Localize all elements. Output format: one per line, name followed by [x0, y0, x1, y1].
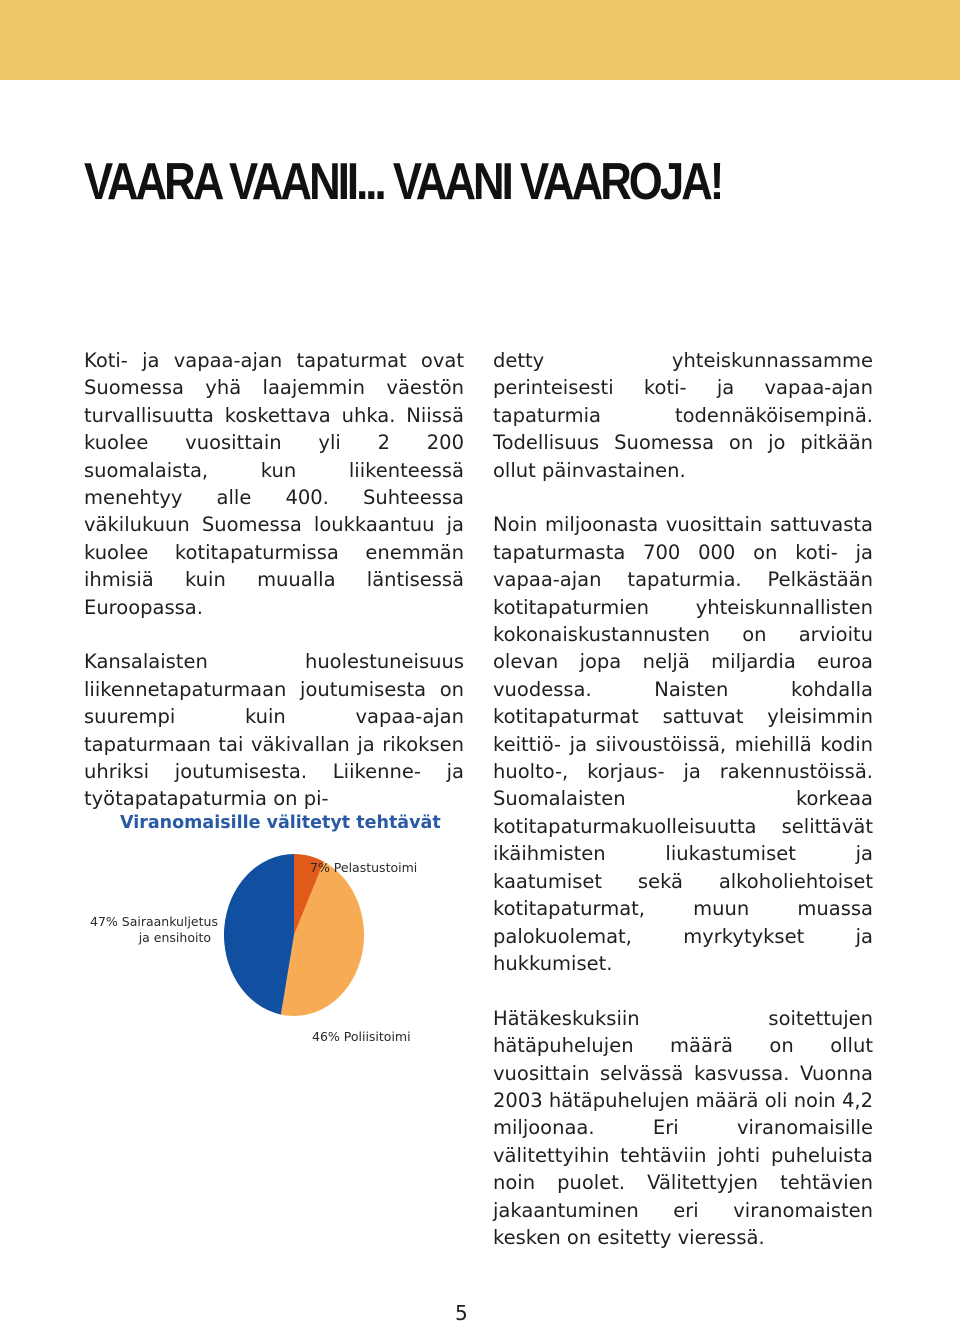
right-text-column — [493, 347, 873, 1279]
pie-chart — [224, 852, 364, 1022]
paragraph: Kansalaisten huolestuneisuus liikennetapaturmaan joutumisesta on suurempi kuin vapaa-ajan tapaturmaan tai väkivallan ja rikoksen uhriksi joutumisesta. Liikenne- ja työtapatapaturmia on pi- — [84, 650, 464, 811]
slice-label-line: 47% Sairaankuljetus — [90, 914, 218, 929]
paragraph: Hätäkeskuksiin soitettujen hätäpuhelujen määrä on ollut vuosittain selvässä kasvussa. Vuonna 2003 hätäpuhelujen määrä oli noin 4,2 miljoonaa. Eri viranomaisille välitettyihin tehtäviin johti puheluista noin puolet. Välitettyjen tehtävien jakaantuminen eri viranomaisten kesken on esitetty vieressä. — [493, 1006, 873, 1249]
page-number: 5 — [455, 1301, 468, 1325]
paragraph: Noin miljoonasta vuosittain sattuvasta tapaturmasta 700 000 on koti- ja vapaa-ajan tapaturmia. Pelkästään kotitapaturmien yhteiskunnallisten kokonaiskustannusten on arvioitu olevan jopa neljä miljardia euroa vuodessa. Naisten kohdalla kotitapaturmat sattuvat yleisimmin keittiö- ja siivoustöissä, miehillä kodin huolto-, korjaus- ja rakennustöissä. Suomalaisten korkeaa kotitapaturmakuolleisuutta selittävät ikäihmisten liukastumiset ja kaatumiset sekä alkoholiehtoiset kotitapaturmat, muun muassa palokuolemat, myrkytykset ja hukkumiset. — [493, 513, 873, 975]
top-color-band — [0, 0, 960, 80]
paragraph: Koti- ja vapaa-ajan tapaturmat ovat Suomessa yhä laajemmin väestön turvallisuutta koskettava uhka. Niissä kuolee vuosittain yli 2 200 suomalaista, kun liikenteessä menehtyy alle 400. Suhteessa väkilukuun Suomessa loukkaantuu ja kuolee kotitapaturmissa enemmän ihmisiä kuin muualla läntisessä Euroopassa. — [84, 349, 464, 619]
slice-label-sairaankuljetus — [90, 914, 218, 946]
chart-title: Viranomaisille välitetyt tehtävät — [120, 813, 441, 833]
pie-slice-sairaankuljetus — [224, 854, 294, 1015]
slice-label-line: ja ensihoito — [138, 930, 211, 945]
slice-label-poliisitoimi: 46% Poliisitoimi — [312, 1029, 411, 1044]
left-text-column — [84, 347, 464, 840]
page-title: VAARA VAANII... VAANI VAAROJA! — [84, 153, 722, 211]
slice-label-pelastustoimi: 7% Pelastustoimi — [310, 860, 418, 875]
paragraph: detty yhteiskunnassamme perinteisesti koti- ja vapaa-ajan tapaturmia todennäköisempinä. Todellisuus Suomessa on jo pitkään ollut päinvastainen. — [493, 349, 873, 482]
